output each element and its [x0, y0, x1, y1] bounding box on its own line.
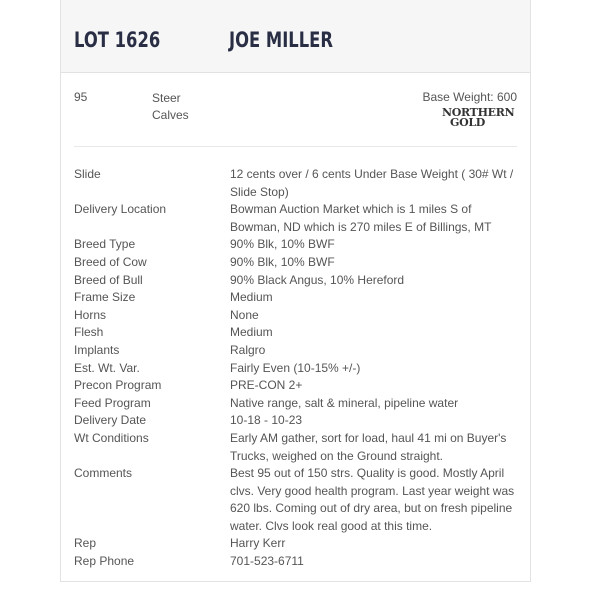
detail-row: [74, 272, 519, 290]
detail-row: [74, 430, 519, 465]
head-count: 95: [74, 90, 88, 104]
detail-label: Implants: [74, 342, 120, 357]
detail-label: Delivery Location: [74, 202, 167, 217]
detail-label: Breed Type: [74, 237, 136, 252]
detail-row: [74, 553, 519, 571]
detail-label: Feed Program: [74, 395, 151, 410]
detail-label: Horns: [74, 307, 107, 322]
detail-value: Ralgro: [230, 342, 266, 357]
detail-label: Flesh: [74, 325, 104, 340]
detail-label: Precon Program: [74, 378, 162, 393]
detail-label: Breed of Bull: [74, 272, 143, 287]
detail-value: None: [230, 307, 259, 322]
lot-header: [61, 0, 530, 73]
detail-value: 90% Blk, 10% BWF: [230, 237, 335, 252]
lot-details-table: [74, 166, 519, 571]
detail-row: [74, 395, 519, 413]
detail-value: 90% Blk, 10% BWF: [230, 254, 335, 269]
detail-label: Est. Wt. Var.: [74, 360, 140, 375]
detail-row: [74, 307, 519, 325]
lot-number: LOT 1626: [74, 28, 161, 52]
detail-row: [74, 289, 519, 307]
northern-gold-logo: [442, 106, 516, 130]
detail-value: Best 95 out of 150 strs. Quality is good. Mostly April clvs. Very good health program. Last year weight was 620 lbs. Coming out of dry area, but on fresh pipeline water. Clvs look real good at this time.: [230, 466, 515, 533]
lot-summary: [61, 73, 530, 149]
detail-value: Bowman Auction Market which is 1 miles S of Bowman, ND which is 270 miles E of Billings, MT: [230, 202, 492, 234]
detail-value: Native range, salt & mineral, pipeline water: [230, 395, 459, 410]
detail-row: [74, 166, 519, 201]
detail-value: Early AM gather, sort for load, haul 41 mi on Buyer's Trucks, weighed on the Ground straight.: [230, 430, 507, 463]
detail-row: [74, 360, 519, 378]
detail-value: Harry Kerr: [230, 536, 286, 551]
logo-line-2: GOLD: [450, 116, 486, 129]
detail-label: Frame Size: [74, 290, 136, 305]
detail-value: 12 cents over / 6 cents Under Base Weight ( 30# Wt / Slide Stop): [230, 167, 514, 199]
logo-line-1: NORTHERN: [442, 106, 515, 119]
detail-label: Breed of Cow: [74, 254, 147, 269]
seller-name: JOE MILLER: [229, 28, 333, 52]
detail-row: [74, 535, 519, 553]
detail-label: Rep: [74, 536, 97, 551]
detail-label: Wt Conditions: [74, 430, 149, 445]
detail-value: 90% Black Angus, 10% Hereford: [230, 272, 405, 287]
detail-row: [74, 236, 519, 254]
detail-row: [74, 254, 519, 272]
detail-value: Medium: [230, 325, 273, 340]
detail-row: [74, 465, 519, 535]
detail-row: [74, 324, 519, 342]
detail-value: Fairly Even (10-15% +/-): [230, 360, 361, 375]
detail-value: PRE-CON 2+: [230, 378, 303, 393]
detail-label: Delivery Date: [74, 413, 147, 428]
cattle-type: Steer Calves: [152, 91, 189, 122]
detail-label: Rep Phone: [74, 554, 135, 569]
detail-label: Slide: [74, 167, 101, 181]
detail-value: 10-18 - 10-23: [230, 413, 303, 428]
detail-row: [74, 201, 519, 236]
detail-value: 701-523-6711: [230, 554, 304, 569]
detail-label: Comments: [74, 466, 133, 481]
detail-value: Medium: [230, 290, 273, 305]
section-divider: [74, 146, 517, 147]
detail-row: [74, 342, 519, 360]
detail-row: [74, 412, 519, 430]
lot-card: [60, 0, 531, 582]
base-weight: Base Weight: 600: [422, 90, 517, 104]
detail-row: [74, 377, 519, 395]
